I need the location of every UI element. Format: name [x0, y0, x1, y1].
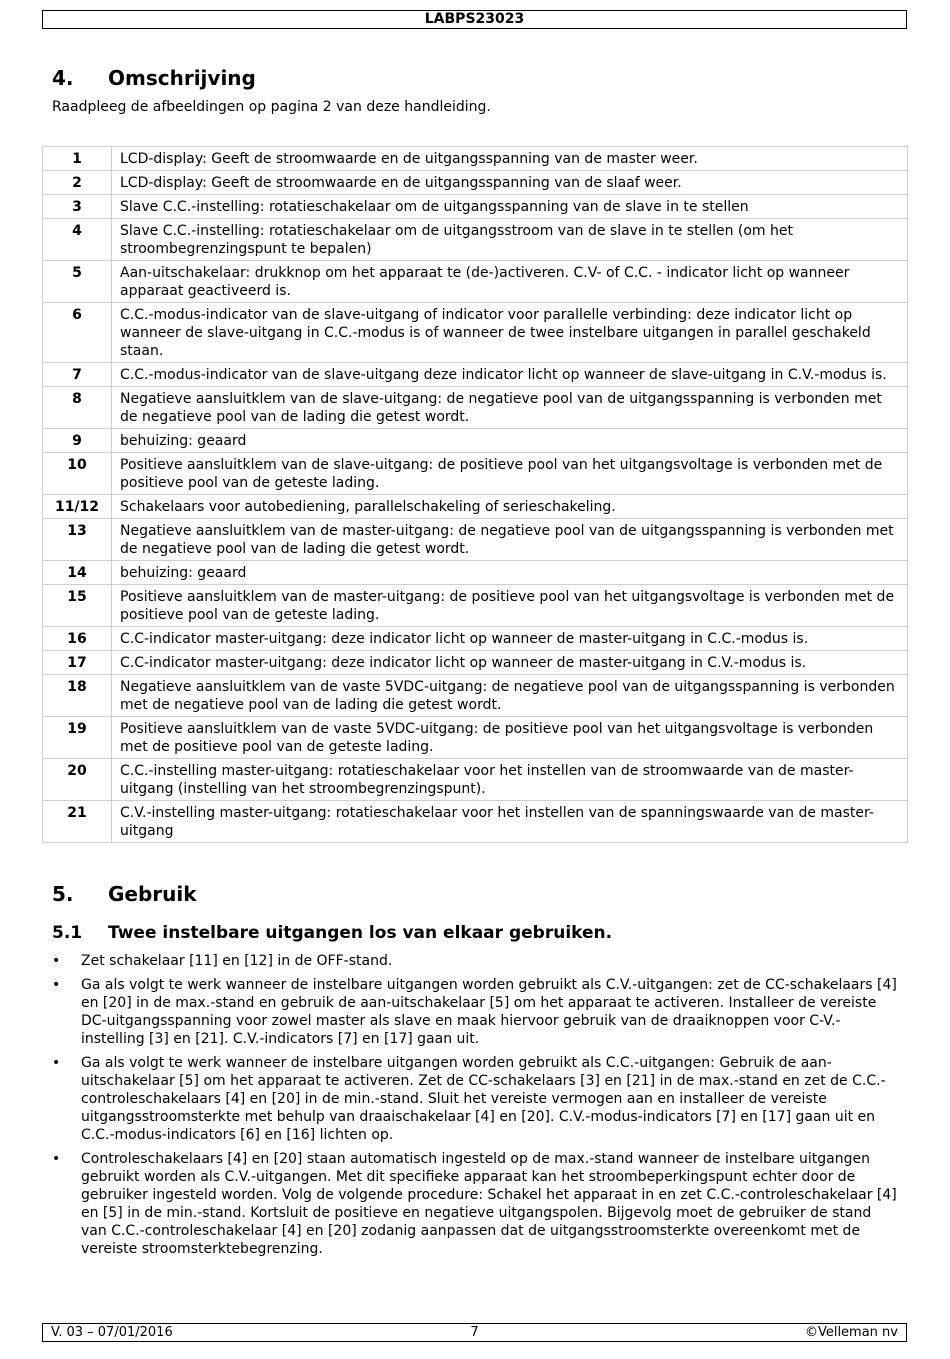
section-4-number: 4.	[52, 66, 74, 90]
list-item-text: Ga als volgt te werk wanneer de instelbare uitgangen worden gebruikt als C.C.-uitgangen: Gebruik de aan-uitschakelaar [5] om het apparaat te activeren. Zet de CC-schakelaars [3] en [21] in de max.-stand en zet de C.C.-controleschakelaars [4] en [20] in de min.-stand. Sluit het vereiste vermogen aan en installeer de vereiste uitgangsstroomsterkte met behulp van draaischakelaar [4] en [20]. C.V.-modus-indicators [7] en [17] gaan uit en C.C.-modus-indicators [6] en [16] lichten op.	[81, 1055, 886, 1143]
item-number: 8	[43, 387, 112, 429]
list-item	[52, 1150, 897, 1258]
item-number: 3	[43, 195, 112, 219]
item-number: 9	[43, 429, 112, 453]
header-title: LABPS23023	[424, 11, 525, 27]
table-row	[43, 717, 908, 759]
item-description: behuizing: geaard	[112, 429, 908, 453]
item-description: C.C.-modus-indicator van de slave-uitgang deze indicator licht op wanneer de slave-uitgang in C.V.-modus is.	[112, 363, 908, 387]
item-description: Positieve aansluitklem van de master-uitgang: de positieve pool van het uitgangsvoltage is verbonden met de positieve pool van de geteste lading.	[112, 585, 908, 627]
item-description: LCD-display: Geeft de stroomwaarde en de uitgangsspanning van de slaaf weer.	[112, 171, 908, 195]
table-row	[43, 429, 908, 453]
section-5-1-heading	[52, 922, 612, 944]
table-row	[43, 219, 908, 261]
bullet-icon: •	[52, 977, 61, 993]
item-description: Negatieve aansluitklem van de slave-uitgang: de negatieve pool van de uitgangsspanning is verbonden met de negatieve pool van de lading die getest wordt.	[112, 387, 908, 429]
list-item	[52, 952, 897, 970]
item-description: Aan-uitschakelaar: drukknop om het apparaat te (de-)activeren. C.V- of C.C. - indicator licht op wanneer apparaat geactiveerd is.	[112, 261, 908, 303]
item-description: LCD-display: Geeft de stroomwaarde en de uitgangsspanning van de master weer.	[112, 147, 908, 171]
item-description: Negatieve aansluitklem van de vaste 5VDC-uitgang: de negatieve pool van de uitgangsspanning is verbonden met de negatieve pool van de lading die getest wordt.	[112, 675, 908, 717]
table-row	[43, 585, 908, 627]
section-5-heading	[52, 882, 197, 906]
list-item-text: Ga als volgt te werk wanneer de instelbare uitgangen worden gebruikt als C.V.-uitgangen: zet de CC-schakelaars [4] en [20] in de max.-stand en gebruik de aan-uitschakelaar [5] om het apparaat te activeren. Installeer de vereiste DC-uitgangsspanning voor zowel master als slave en maak hiervoor gebruik van de draaiknoppen voor C-V.-instelling [3] en [21]. C.V.-indicators [7] en [17] gaan uit.	[81, 977, 897, 1047]
section-4-intro: Raadpleeg de afbeeldingen op pagina 2 van deze handleiding.	[52, 99, 491, 115]
item-number: 15	[43, 585, 112, 627]
table-row	[43, 651, 908, 675]
footer-page-number: 7	[470, 1325, 479, 1340]
section-5-number: 5.	[52, 882, 74, 906]
item-description: C.V.-instelling master-uitgang: rotatieschakelaar voor het instellen van de spanningswaarde van de master-uitgang	[112, 801, 908, 843]
item-description: Positieve aansluitklem van de slave-uitgang: de positieve pool van het uitgangsvoltage is verbonden met de positieve pool van de geteste lading.	[112, 453, 908, 495]
table-row	[43, 303, 908, 363]
table-row	[43, 519, 908, 561]
table-row	[43, 147, 908, 171]
section-4-heading	[52, 66, 256, 90]
table-row	[43, 627, 908, 651]
bullet-icon: •	[52, 1055, 61, 1071]
item-number: 4	[43, 219, 112, 261]
item-description: C.C-indicator master-uitgang: deze indicator licht op wanneer de master-uitgang in C.C.-modus is.	[112, 627, 908, 651]
item-number: 17	[43, 651, 112, 675]
item-number: 11/12	[43, 495, 112, 519]
table-row	[43, 453, 908, 495]
section-5-title: Gebruik	[108, 882, 197, 906]
bullet-icon: •	[52, 1151, 61, 1167]
footer-version: V. 03 – 07/01/2016	[51, 1325, 173, 1340]
description-table	[42, 146, 908, 843]
section-5-1-number: 5.1	[52, 923, 83, 943]
item-description: behuizing: geaard	[112, 561, 908, 585]
item-description: Slave C.C.-instelling: rotatieschakelaar om de uitgangsstroom van de slave in te stellen (om het stroombegrenzingspunt te bepalen)	[112, 219, 908, 261]
item-number: 19	[43, 717, 112, 759]
item-number: 14	[43, 561, 112, 585]
table-row	[43, 261, 908, 303]
instruction-list	[52, 952, 897, 1264]
table-row	[43, 195, 908, 219]
item-description: Negatieve aansluitklem van de master-uitgang: de negatieve pool van de uitgangsspanning is verbonden met de negatieve pool van de lading die getest wordt.	[112, 519, 908, 561]
item-description: C.C-indicator master-uitgang: deze indicator licht op wanneer de master-uitgang in C.V.-modus is.	[112, 651, 908, 675]
item-description: C.C.-instelling master-uitgang: rotatieschakelaar voor het instellen van de stroomwaarde van de master-uitgang (instelling van het stroombegrenzingspunt).	[112, 759, 908, 801]
item-number: 5	[43, 261, 112, 303]
item-number: 2	[43, 171, 112, 195]
item-description: C.C.-modus-indicator van de slave-uitgang of indicator voor parallelle verbinding: deze indicator licht op wanneer de slave-uitgang in C.C.-modus is of wanneer de twee instelbare uitgangen in parallel geschakeld staan.	[112, 303, 908, 363]
list-item	[52, 1054, 897, 1144]
table-row	[43, 801, 908, 843]
table-row	[43, 675, 908, 717]
table-row	[43, 759, 908, 801]
item-number: 13	[43, 519, 112, 561]
page-footer	[42, 1323, 907, 1342]
bullet-icon: •	[52, 953, 61, 969]
item-number: 7	[43, 363, 112, 387]
footer-copyright: ©Velleman nv	[804, 1325, 898, 1340]
item-number: 1	[43, 147, 112, 171]
table-row	[43, 495, 908, 519]
page-header	[42, 10, 907, 29]
table-row	[43, 387, 908, 429]
item-number: 10	[43, 453, 112, 495]
table-row	[43, 561, 908, 585]
section-5-1-title: Twee instelbare uitgangen los van elkaar gebruiken.	[108, 923, 613, 943]
item-number: 20	[43, 759, 112, 801]
item-number: 16	[43, 627, 112, 651]
list-item-text: Controleschakelaars [4] en [20] staan automatisch ingesteld op de max.-stand wanneer de instelbare uitgangen gebruikt worden als C.V.-uitgangen. Met dit specifieke apparaat kan het stroombeperkingspunt echter door de gebruiker ingesteld worden. Volg de volgende procedure: Schakel het apparaat in en zet C.C.-controleschakelaar [4] en [5] in de min.-stand. Kortsluit de positieve en negatieve uitgangspolen. Bijgevolg moet de gebruiker de stand van C.C.-controleschakelaar [4] en [20] zodanig aanpassen dat de uitgangsstroomsterkte overeenkomt met de vereiste stroomsterktebegrenzing.	[81, 1151, 897, 1257]
item-description: Positieve aansluitklem van de vaste 5VDC-uitgang: de positieve pool van het uitgangsvoltage is verbonden met de positieve pool van de geteste lading.	[112, 717, 908, 759]
table-row	[43, 363, 908, 387]
item-number: 21	[43, 801, 112, 843]
item-number: 18	[43, 675, 112, 717]
section-4-title: Omschrijving	[108, 66, 256, 90]
description-table-body	[43, 147, 908, 843]
list-item	[52, 976, 897, 1048]
item-description: Slave C.C.-instelling: rotatieschakelaar om de uitgangsspanning van de slave in te stellen	[112, 195, 908, 219]
item-description: Schakelaars voor autobediening, parallelschakeling of serieschakeling.	[112, 495, 908, 519]
item-number: 6	[43, 303, 112, 363]
list-item-text: Zet schakelaar [11] en [12] in de OFF-stand.	[81, 953, 393, 969]
table-row	[43, 171, 908, 195]
